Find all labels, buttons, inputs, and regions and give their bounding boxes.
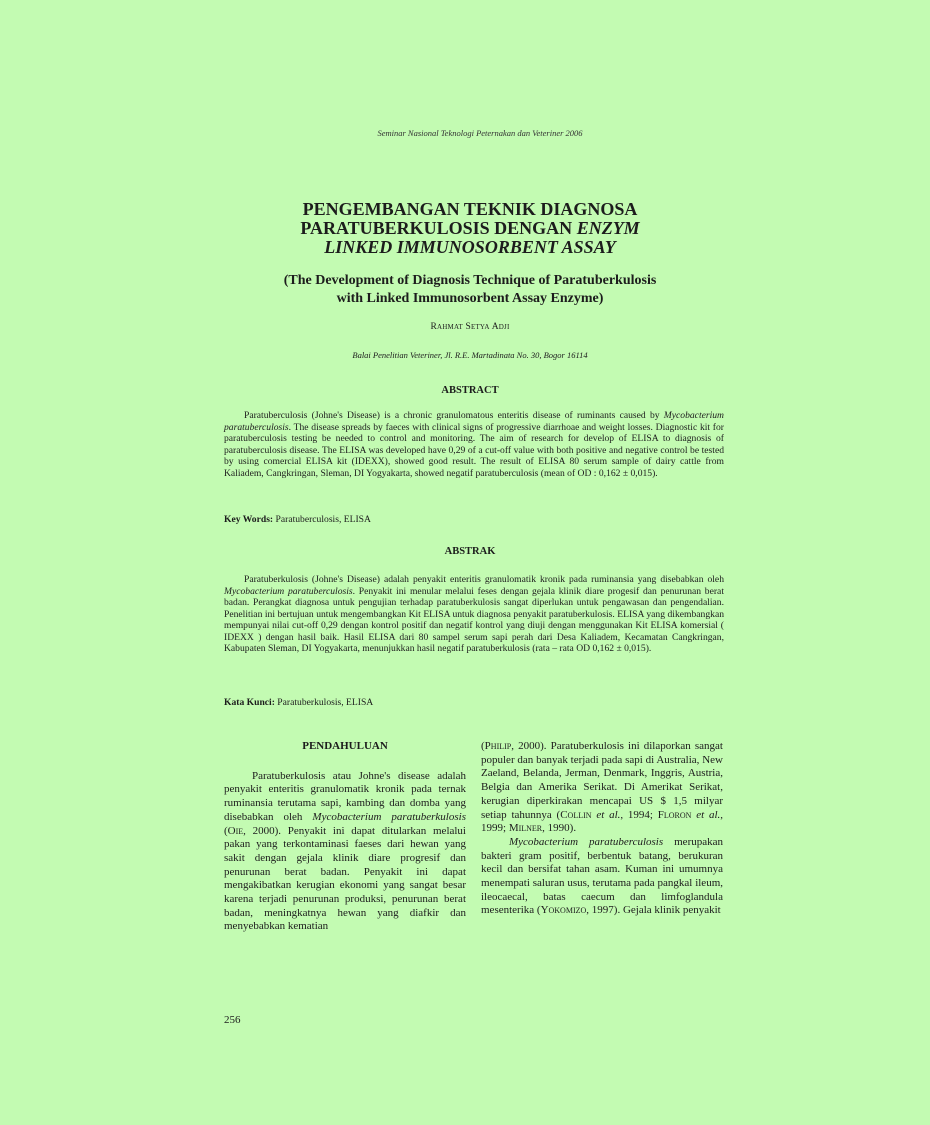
title-line-3: LINKED IMMUNOSORBENT ASSAY	[324, 237, 616, 257]
running-head: Seminar Nasional Teknologi Peternakan dan Veteriner 2006	[377, 128, 583, 138]
intro-heading: PENDAHULUAN	[302, 740, 388, 752]
abstract-heading: ABSTRACT	[441, 385, 499, 396]
title-line-2: PARATUBERKULOSIS DENGAN ENZYM	[300, 218, 640, 238]
author-name: Rahmat Setya Adji	[430, 322, 510, 332]
column-right	[481, 740, 723, 918]
subtitle-line-1: (The Development of Diagnosis Technique of Paratuberkulosis	[283, 273, 657, 288]
key-words: Key Words: Paratuberculosis, ELISA	[224, 514, 371, 525]
author-affiliation: Balai Penelitian Veteriner, Jl. R.E. Martadinata No. 30, Bogor 16114	[352, 350, 588, 360]
abstrak-body: Paratuberkulosis (Johne's Disease) adalah penyakit enteritis granulomatik kronik pada ruminansia yang disebabkan oleh Mycobacterium paratuberculosis. Penyakit ini menular melalui feses dengan gejala klinik diare progesif dan penurunan berat badan. Perangkat diagnosa untuk pengujian terhadap paratuberkulosis sangat diperlukan untuk pengawasan dan pengendalian. Penelitian ini bertujuan untuk mengembangkan Kit ELISA untuk diagnosa penyakit paratuberkulosis. ELISA yang dikembangkan mempunyai nilai cut-off 0,29 dengan kontrol positif dan negatif kontrol yang diuji dengan menggunakan Kit ELISA komersial ( IDEXX ) dengan hasil baik. Hasil ELISA dari 80 sampel serum sapi perah dari Desa Kaliadem, Kecamatan Cangkringan, Kabupaten Sleman, DI Yogyakarta, menunjukkan hasil negatif paratuberkulosis (rata – rata OD 0,162 ± 0,015).	[224, 574, 724, 654]
paper-title	[150, 200, 790, 257]
paper-subtitle	[160, 272, 780, 308]
intro-paragraph-1: Paratuberkulosis atau Johne's disease adalah penyakit enteritis granulomatik kronik pada ternak ruminansia terutama sapi, kambing dan domba yang disebabkan oleh Mycobacterium paratuberkulosis (Oie, 2000). Penyakit ini dapat ditularkan melalui pakan yang terkontaminasi faeses dari hewan yang sakit dengan gejala klinik diare progresif dan penurunan berat badan. Penyakit ini dapat mengakibatkan kerugian ekonomi yang sangat besar karena terjadi penurunan produksi, penurunan berat badan, meningkatnya hewan yang diafkir dan menyebabkan kematian	[224, 769, 466, 933]
kata-kunci: Kata Kunci: Paratuberkulosis, ELISA	[224, 697, 374, 708]
abstract-body: Paratuberculosis (Johne's Disease) is a chronic granulomatous enteritis disease of ruminants caused by Mycobacterium paratuberculosis. The disease spreads by faeces with clinical signs of progressive diarrhoae and weight losses. Diagnostic kit for paratuberculosis testing be needed to control and monitoring. The aim of research for develop of ELISA to diagnosis of paratuberculosis disease. The ELISA was developed have 0,29 of a cut-off value with both positive and negative control be tested by using comercial ELISA kit (IDEXX), showed good result. The result of ELISA 80 serum sample of dairy cattle from Kaliadem, Cangkringan, Sleman, DI Yogyakarta, showed negatif paratuberculosis (mean of OD : 0,162 ± 0,015).	[224, 410, 724, 479]
column-left	[224, 740, 466, 934]
abstrak-heading: ABSTRAK	[444, 546, 496, 557]
intro-paragraph-2: Mycobacterium paratuberculosis merupakan bakteri gram positif, berbentuk batang, berukuran kecil dan bersifat tahan asam. Kuman ini umumnya menempati saluran usus, terutama pada pangkal ileum, ileocaecal, batas caecum dan limfoglandula mesenterika (Yokomizo, 1997). Gejala klinik penyakit	[481, 835, 723, 917]
title-line-1: PENGEMBANGAN TEKNIK DIAGNOSA	[302, 199, 638, 219]
intro-paragraph-1-cont: (Philip, 2000). Paratuberkulosis ini dilaporkan sangat populer dan banyak terjadi pada sapi di Australia, New Zaeland, Belanda, Jerman, Denmark, Inggris, Austria, Belgia dan Amerika Serikat. Di Amerikat Serikat, kerugian diperkirakan mencapai US $ 1,5 milyar setiap tahunnya (Collin et al., 1994; Floron et al., 1999; Milner, 1990).	[481, 740, 723, 835]
page-number: 256	[224, 1014, 241, 1026]
subtitle-line-2: with Linked Immunosorbent Assay Enzyme)	[336, 291, 604, 306]
